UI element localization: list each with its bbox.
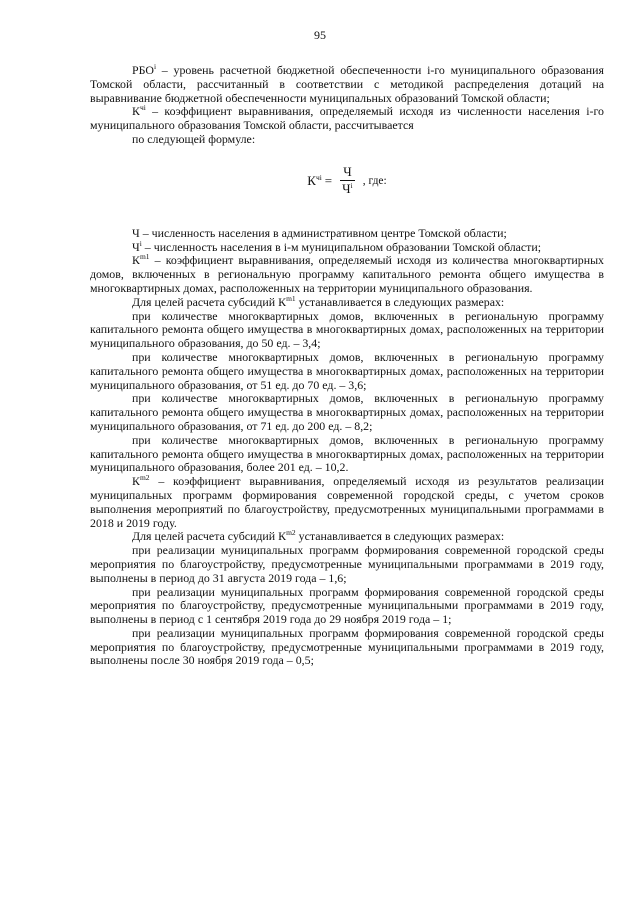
paragraph-ch-definition: Ч – численность населения в административном центре Томской области; (132, 225, 507, 240)
paragraph-km1-sizes-intro: Для целей расчета субсидий $К^{m1}$ устанавливается в следующих размерах: (132, 293, 505, 309)
page-number: 95 (314, 28, 326, 42)
paragraph-km1-definition: $К^{m1}$ – коэффициент выравнивания, определяемый исходя из количества многоквартирных домов, включенных в региональную программу капитального ремонта общего имущества в многоквартирных домах, расположенных на территории муниципального образования. (90, 252, 604, 295)
paragraph-km1-case-3: при количестве многоквартирных домов, включенных в региональную программу капитального ремонта общего имущества в многоквартирных домах, расположенных на территории муниципального образования, от 71 ед. до 200 ед. – 8,2; (90, 391, 604, 433)
formula-equals: = (324, 172, 333, 188)
paragraph-rbo-definition: РБО$^i$ – уровень расчетной бюджетной обеспеченности i-го муниципального образования Томской области, рассчитанный в соответствии с методикой распределения дотаций на выравнивание бюджетной обеспеченности муниципальных образований Томской области; (90, 62, 604, 105)
paragraph-formula-intro: по следующей формуле: (132, 131, 256, 146)
paragraph-km2-definition: $К^{m2}$ – коэффициент выравнивания, определяемый исходя из результатов реализации муниципальных программ формирования современной городской среды, с учетом сроков выполнения мероприятий по благоустройству, предусмотренных муниципальными программами в 2018 и 2019 году. (90, 473, 604, 530)
paragraph-chi-definition: $Ч^i$ – численность населения в i-м муниципальном образовании Томской области; (132, 238, 542, 254)
formula (90, 149, 604, 213)
paragraph-km2-case-2: при реализации муниципальных программ формирования современной городской среды мероприятия по благоустройству, предусмотренные муниципальными программами в 2019 году, выполнены в период с 1 сентября 2019 года до 29 ноября 2019 года – 1; (90, 584, 604, 627)
formula-tail: , где: (362, 174, 387, 187)
formula-numerator: Ч (340, 164, 354, 181)
formula-fraction (339, 164, 356, 197)
document-body (90, 64, 604, 668)
paragraph-km1-case-1: при количестве многоквартирных домов, включенных в региональную программу капитального ремонта общего имущества в многоквартирных домах, расположенных на территории муниципального образования, до 50 ед. – 3,4; (90, 308, 604, 351)
formula-lhs: $К^{чi}$ (307, 172, 322, 188)
paragraph-km1-case-4: при количестве многоквартирных домов, включенных в региональную программу капитального ремонта общего имущества в многоквартирных домах, расположенных на территории муниципального образования, более 201 ед. – 10,2. (90, 432, 604, 475)
paragraph-km2-case-3: при реализации муниципальных программ формирования современной городской среды мероприятия по благоустройству, предусмотренные муниципальными программами в 2019 году, выполнены после 30 ноября 2019 года – 0,5; (90, 625, 604, 668)
paragraph-kchi-definition: $К^{чi}$ – коэффициент выравнивания, определяемый исходя из численности населения i-го муниципального образования Томской области, рассчитывается (90, 103, 604, 133)
paragraph-km2-sizes-intro: Для целей расчета субсидий $К^{m2}$ устанавливается в следующих размерах: (132, 528, 505, 544)
formula-denominator: $Ч^i$ (342, 181, 353, 197)
paragraph-km1-case-2: при количестве многоквартирных домов, включенных в региональную программу капитального ремонта общего имущества в многоквартирных домах, расположенных на территории муниципального образования, от 51 ед. до 70 ед. – 3,6; (90, 349, 604, 392)
paragraph-km2-case-1: при реализации муниципальных программ формирования современной городской среды мероприятия по благоустройству, предусмотренные муниципальными программами в 2019 году, выполнены в период до 31 августа 2019 года – 1,6; (90, 543, 604, 585)
